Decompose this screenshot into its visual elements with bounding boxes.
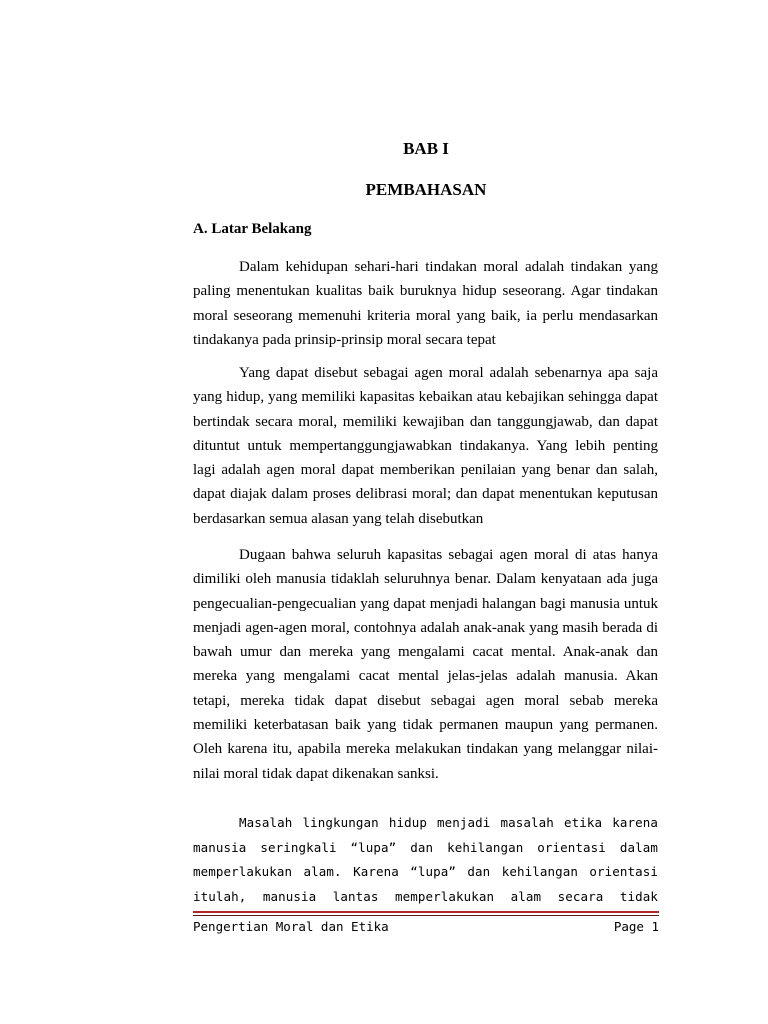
paragraph-block: [193, 811, 658, 908]
paragraph: Dugaan bahwa seluruh kapasitas sebagai agen moral di atas hanya dimiliki oleh manusia tidaklah seluruhnya benar. Dalam kenyataan ada juga pengecualian-pengecualian yang dapat menjadi halangan bagi manusia untuk menjadi agen-agen moral, contohnya adalah anak-anak yang masih berada di bawah umur dan mereka yang mengalami cacat mental. Anak-anak dan mereka yang mengalami cacat mental jelas-jelas adalah manusia. Akan tetapi, mereka tidak dapat disebut sebagai agen moral sebab mereka memiliki keterbatasan baik yang tidak permanen maupun yang permanen. Oleh karena itu, apabila mereka melakukan tindakan yang melanggar nilai-nilai moral tidak dapat dikenakan sanksi.: [193, 547, 658, 782]
chapter-number: BAB I: [403, 139, 449, 158]
paragraph: Yang dapat disebut sebagai agen moral adalah sebenarnya apa saja yang hidup, yang memiliki kapasitas kebaikan atau kebajikan sehingga dapat bertindak secara moral, memiliki kewajiban dan tanggungjawab, dan dapat dituntut untuk mempertanggungjawabkan tindakanya. Yang lebih penting lagi adalah agen moral dapat memberikan penilaian yang benar dan salah, dapat diajak dalam proses delibrasi moral; dan dapat menentukan keputusan berdasarkan semua alasan yang telah disebutkan: [193, 365, 658, 527]
paragraph: Masalah lingkungan hidup menjadi masalah etika karena manusia seringkali “lupa” dan kehilangan orientasi dalam memperlakukan alam. Karena “lupa” dan kehilangan orientasi itulah, manusia lantas memperlakukan alam secara tidak: [193, 815, 658, 904]
chapter-title: PEMBAHASAN: [365, 180, 487, 199]
footer-title: Pengertian Moral dan Etika: [193, 919, 389, 934]
footer-rule: [193, 911, 659, 913]
paragraph-block: [193, 361, 658, 531]
paragraph-block: [193, 543, 658, 786]
paragraph-block: [193, 255, 658, 352]
footer-rule-thin: [193, 915, 659, 916]
section-heading: A. Latar Belakang: [193, 221, 312, 237]
page-number: Page 1: [613, 919, 659, 934]
paragraph: Dalam kehidupan sehari-hari tindakan moral adalah tindakan yang paling menentukan kualitas baik buruknya hidup seseorang. Agar tindakan moral seseorang memenuhi kriteria moral yang baik, ia perlu mendasarkan tindakanya pada prinsip-prinsip moral secara tepat: [193, 259, 658, 348]
